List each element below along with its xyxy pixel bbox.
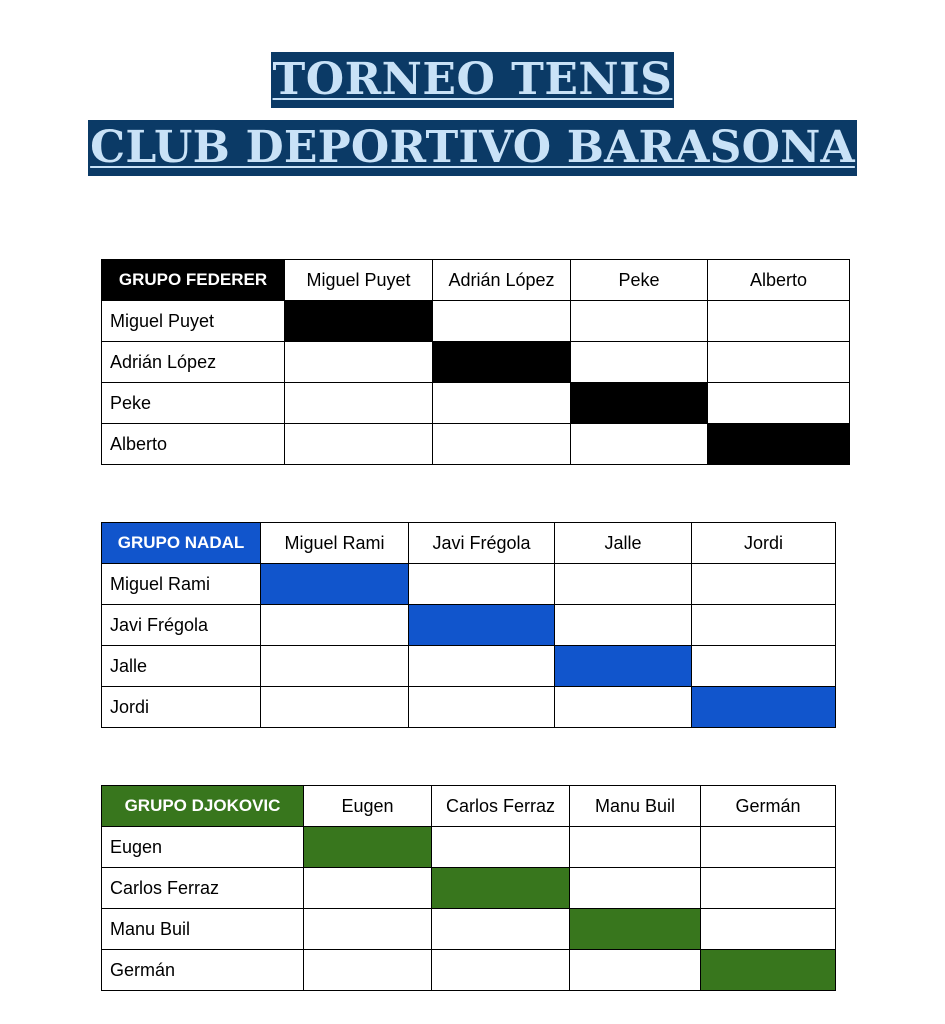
group-name-cell: GRUPO FEDERER <box>102 260 285 301</box>
result-cell[interactable] <box>304 909 432 950</box>
group-djokovic-table <box>101 785 836 991</box>
result-cell[interactable] <box>285 424 433 465</box>
table-row <box>102 868 836 909</box>
group-name-cell: GRUPO NADAL <box>102 523 261 564</box>
result-cell[interactable] <box>571 301 708 342</box>
diagonal-cell <box>570 909 701 950</box>
row-header: Carlos Ferraz <box>102 868 304 909</box>
result-cell[interactable] <box>701 909 836 950</box>
diagonal-cell <box>692 687 836 728</box>
table-row <box>102 909 836 950</box>
row-header: Miguel Puyet <box>102 301 285 342</box>
table-row <box>102 424 850 465</box>
column-header: Javi Frégola <box>409 523 555 564</box>
column-header: Adrián López <box>433 260 571 301</box>
result-cell[interactable] <box>692 605 836 646</box>
row-header: Adrián López <box>102 342 285 383</box>
row-header: Javi Frégola <box>102 605 261 646</box>
table-row <box>102 827 836 868</box>
result-cell[interactable] <box>432 950 570 991</box>
title-line-1 <box>0 52 945 108</box>
row-header: Eugen <box>102 827 304 868</box>
result-cell[interactable] <box>708 342 850 383</box>
column-header: Miguel Rami <box>261 523 409 564</box>
result-cell[interactable] <box>409 564 555 605</box>
table-row <box>102 646 836 687</box>
result-cell[interactable] <box>432 909 570 950</box>
table-row <box>102 687 836 728</box>
result-cell[interactable] <box>555 564 692 605</box>
result-cell[interactable] <box>433 301 571 342</box>
result-cell[interactable] <box>708 383 850 424</box>
diagonal-cell <box>285 301 433 342</box>
result-cell[interactable] <box>409 646 555 687</box>
table-row <box>102 301 850 342</box>
result-cell[interactable] <box>570 827 701 868</box>
result-cell[interactable] <box>285 342 433 383</box>
group-nadal-table <box>101 522 836 728</box>
column-header: Carlos Ferraz <box>432 786 570 827</box>
result-cell[interactable] <box>570 950 701 991</box>
row-header: Alberto <box>102 424 285 465</box>
row-header: Jalle <box>102 646 261 687</box>
row-header: Germán <box>102 950 304 991</box>
result-cell[interactable] <box>570 868 701 909</box>
table-row <box>102 605 836 646</box>
diagonal-cell <box>261 564 409 605</box>
result-cell[interactable] <box>261 687 409 728</box>
result-cell[interactable] <box>285 383 433 424</box>
diagonal-cell <box>432 868 570 909</box>
result-cell[interactable] <box>433 383 571 424</box>
table-row <box>102 383 850 424</box>
column-header: Alberto <box>708 260 850 301</box>
title-line-2 <box>0 120 945 176</box>
row-header: Peke <box>102 383 285 424</box>
diagonal-cell <box>433 342 571 383</box>
result-cell[interactable] <box>708 301 850 342</box>
result-cell[interactable] <box>701 827 836 868</box>
diagonal-cell <box>409 605 555 646</box>
column-header: Jordi <box>692 523 836 564</box>
diagonal-cell <box>304 827 432 868</box>
table-row <box>102 950 836 991</box>
table-row <box>102 342 850 383</box>
title-club-deportivo: CLUB DEPORTIVO BARASONA <box>88 120 857 176</box>
result-cell[interactable] <box>571 342 708 383</box>
table-header-row <box>102 786 836 827</box>
result-cell[interactable] <box>692 564 836 605</box>
table-header-row <box>102 523 836 564</box>
row-header: Jordi <box>102 687 261 728</box>
group-name-cell: GRUPO DJOKOVIC <box>102 786 304 827</box>
column-header: Jalle <box>555 523 692 564</box>
column-header: Peke <box>571 260 708 301</box>
result-cell[interactable] <box>433 424 571 465</box>
group-federer-table <box>101 259 850 465</box>
result-cell[interactable] <box>304 950 432 991</box>
column-header: Eugen <box>304 786 432 827</box>
title-torneo-tenis: TORNEO TENIS <box>271 52 675 108</box>
diagonal-cell <box>701 950 836 991</box>
row-header: Manu Buil <box>102 909 304 950</box>
result-cell[interactable] <box>571 424 708 465</box>
row-header: Miguel Rami <box>102 564 261 605</box>
column-header: Manu Buil <box>570 786 701 827</box>
result-cell[interactable] <box>409 687 555 728</box>
result-cell[interactable] <box>555 687 692 728</box>
result-cell[interactable] <box>432 827 570 868</box>
result-cell[interactable] <box>555 605 692 646</box>
table-row <box>102 564 836 605</box>
diagonal-cell <box>571 383 708 424</box>
diagonal-cell <box>708 424 850 465</box>
result-cell[interactable] <box>692 646 836 687</box>
table-header-row <box>102 260 850 301</box>
column-header: Germán <box>701 786 836 827</box>
result-cell[interactable] <box>701 868 836 909</box>
column-header: Miguel Puyet <box>285 260 433 301</box>
result-cell[interactable] <box>261 605 409 646</box>
diagonal-cell <box>555 646 692 687</box>
result-cell[interactable] <box>304 868 432 909</box>
result-cell[interactable] <box>261 646 409 687</box>
